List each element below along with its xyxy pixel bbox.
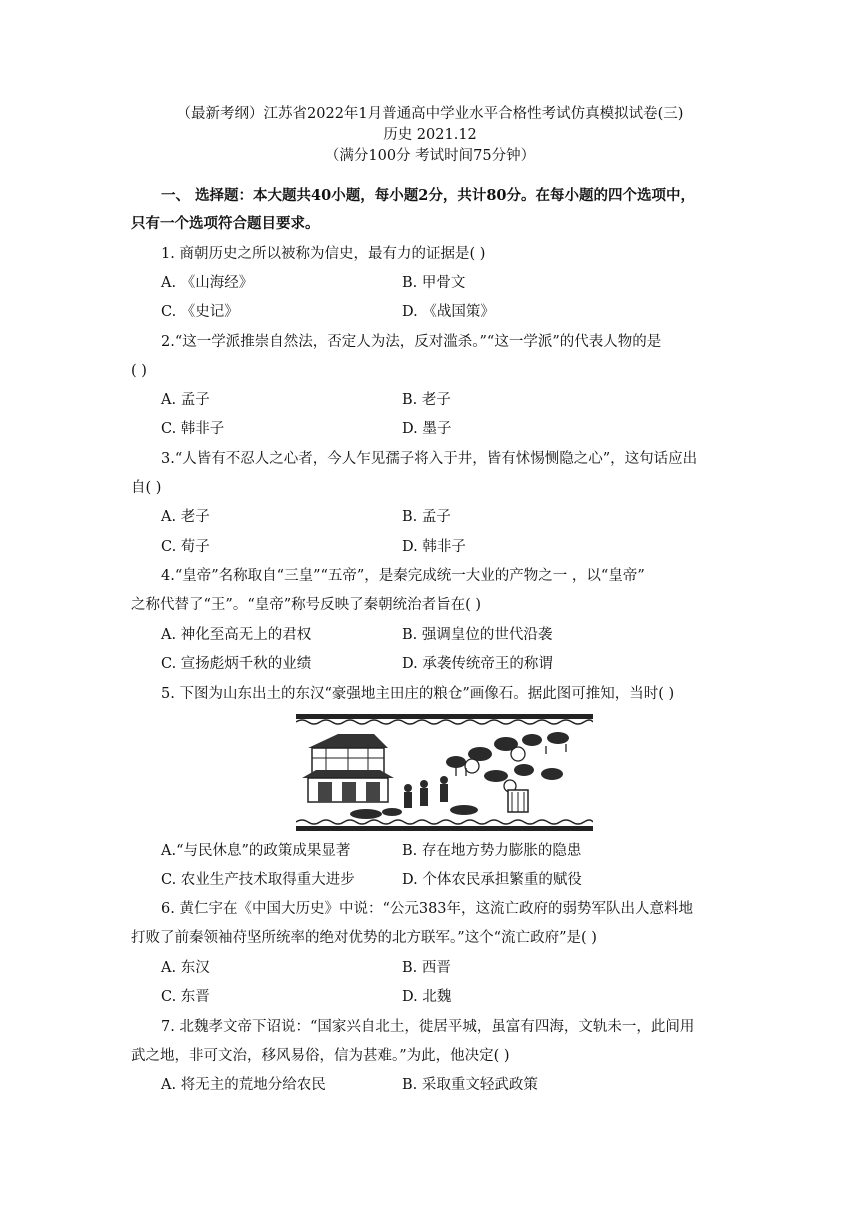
question-1-option-a: A. 《山海经》 <box>161 275 254 291</box>
question-4-stem-line1: 4.“皇帝”名称取自“三皇”“五帝”，是秦完成统一大业的产物之一 ，以“皇帝” <box>161 568 645 584</box>
question-6-stem-line2: 打败了前秦领袖苻坚所统率的绝对优势的北方联军。”这个“流亡政府”是( ) <box>131 930 597 946</box>
question-3-option-b: B. 孟子 <box>402 509 451 525</box>
question-4-option-b: B. 强调皇位的世代沿袭 <box>402 627 553 643</box>
question-1-stem: 1. 商朝历史之所以被称为信史，最有力的证据是( ) <box>161 246 486 262</box>
question-2-option-c: C. 韩非子 <box>161 421 225 437</box>
question-1-option-d: D. 《战国策》 <box>402 304 495 320</box>
question-4-option-d: D. 承袭传统帝王的称谓 <box>402 656 553 672</box>
question-7-stem-line2: 武之地，非可文治，移风易俗，信为甚难。”为此，他决定( ) <box>131 1048 510 1064</box>
question-5-option-b: B. 存在地方势力膨胀的隐患 <box>402 843 582 859</box>
question-3-option-d: D. 韩非子 <box>402 539 466 555</box>
section-heading-line2: 只有一个选项符合题目要求。 <box>131 215 320 232</box>
question-6-option-b: B. 西晋 <box>402 960 451 976</box>
question-7-option-b: B. 采取重文轻武政策 <box>402 1077 538 1093</box>
question-1-option-b: B. 甲骨文 <box>402 275 466 291</box>
question-4-stem-line2: 之称代替了“王”。“皇帝”称号反映了秦朝统治者旨在( ) <box>131 597 482 613</box>
question-2-stem-line2: ( ) <box>131 363 147 379</box>
question-5-option-d: D. 个体农民承担繁重的赋役 <box>402 872 582 888</box>
question-6-option-d: D. 北魏 <box>402 989 452 1005</box>
question-2-stem-line1: 2.“这一学派推崇自然法，否定人为法，反对滥杀。”“这一学派”的代表人物的是 <box>161 334 662 350</box>
section-heading-line1: 一、 选择题：本大题共40小题，每小题2分，共计80分。在每小题的四个选项中， <box>161 187 695 204</box>
question-5-option-a: A.“与民休息”的政策成果显著 <box>161 843 351 859</box>
question-6-stem-line1: 6. 黄仁宇在《中国大历史》中说：“公元383年，这流亡政府的弱势军队出人意料地 <box>161 901 694 917</box>
question-3-option-c: C. 荀子 <box>161 539 210 555</box>
question-2-option-b: B. 老子 <box>402 392 451 408</box>
question-3-stem-line1: 3.“人皆有不忍人之心者，今人乍见孺子将入于井，皆有怵惕恻隐之心”，这句话应出 <box>161 451 698 467</box>
question-7-option-a: A. 将无主的荒地分给农民 <box>161 1077 326 1093</box>
exam-score-time: （满分100分 考试时间75分钟） <box>324 148 536 164</box>
question-3-option-a: A. 老子 <box>161 509 210 525</box>
question-4-option-c: C. 宣扬彪炳千秋的业绩 <box>161 656 312 672</box>
question-2-option-d: D. 墨子 <box>402 421 452 437</box>
exam-subject: 历史 2021.12 <box>383 127 477 143</box>
question-3-stem-line2: 自( ) <box>131 480 162 496</box>
exam-title: （最新考纲）江苏省2022年1月普通高中学业水平合格性考试仿真模拟试卷(三) <box>176 106 684 122</box>
question-5-stem: 5. 下图为山东出土的东汉“豪强地主田庄的粮仓”画像石。据此图可推知，当时( ) <box>161 686 675 702</box>
question-6-option-c: C. 东晋 <box>161 989 210 1005</box>
question-2-option-a: A. 孟子 <box>161 392 210 408</box>
stone-relief-granary-image <box>296 714 593 831</box>
question-6-option-a: A. 东汉 <box>161 960 210 976</box>
question-7-stem-line1: 7. 北魏孝文帝下诏说：“国家兴自北土，徙居平城，虽富有四海，文轨未一，此间用 <box>161 1019 695 1035</box>
exam-header <box>0 104 860 167</box>
question-5-option-c: C. 农业生产技术取得重大进步 <box>161 872 355 888</box>
question-1-option-c: C. 《史记》 <box>161 304 239 320</box>
question-4-option-a: A. 神化至高无上的君权 <box>161 627 312 643</box>
